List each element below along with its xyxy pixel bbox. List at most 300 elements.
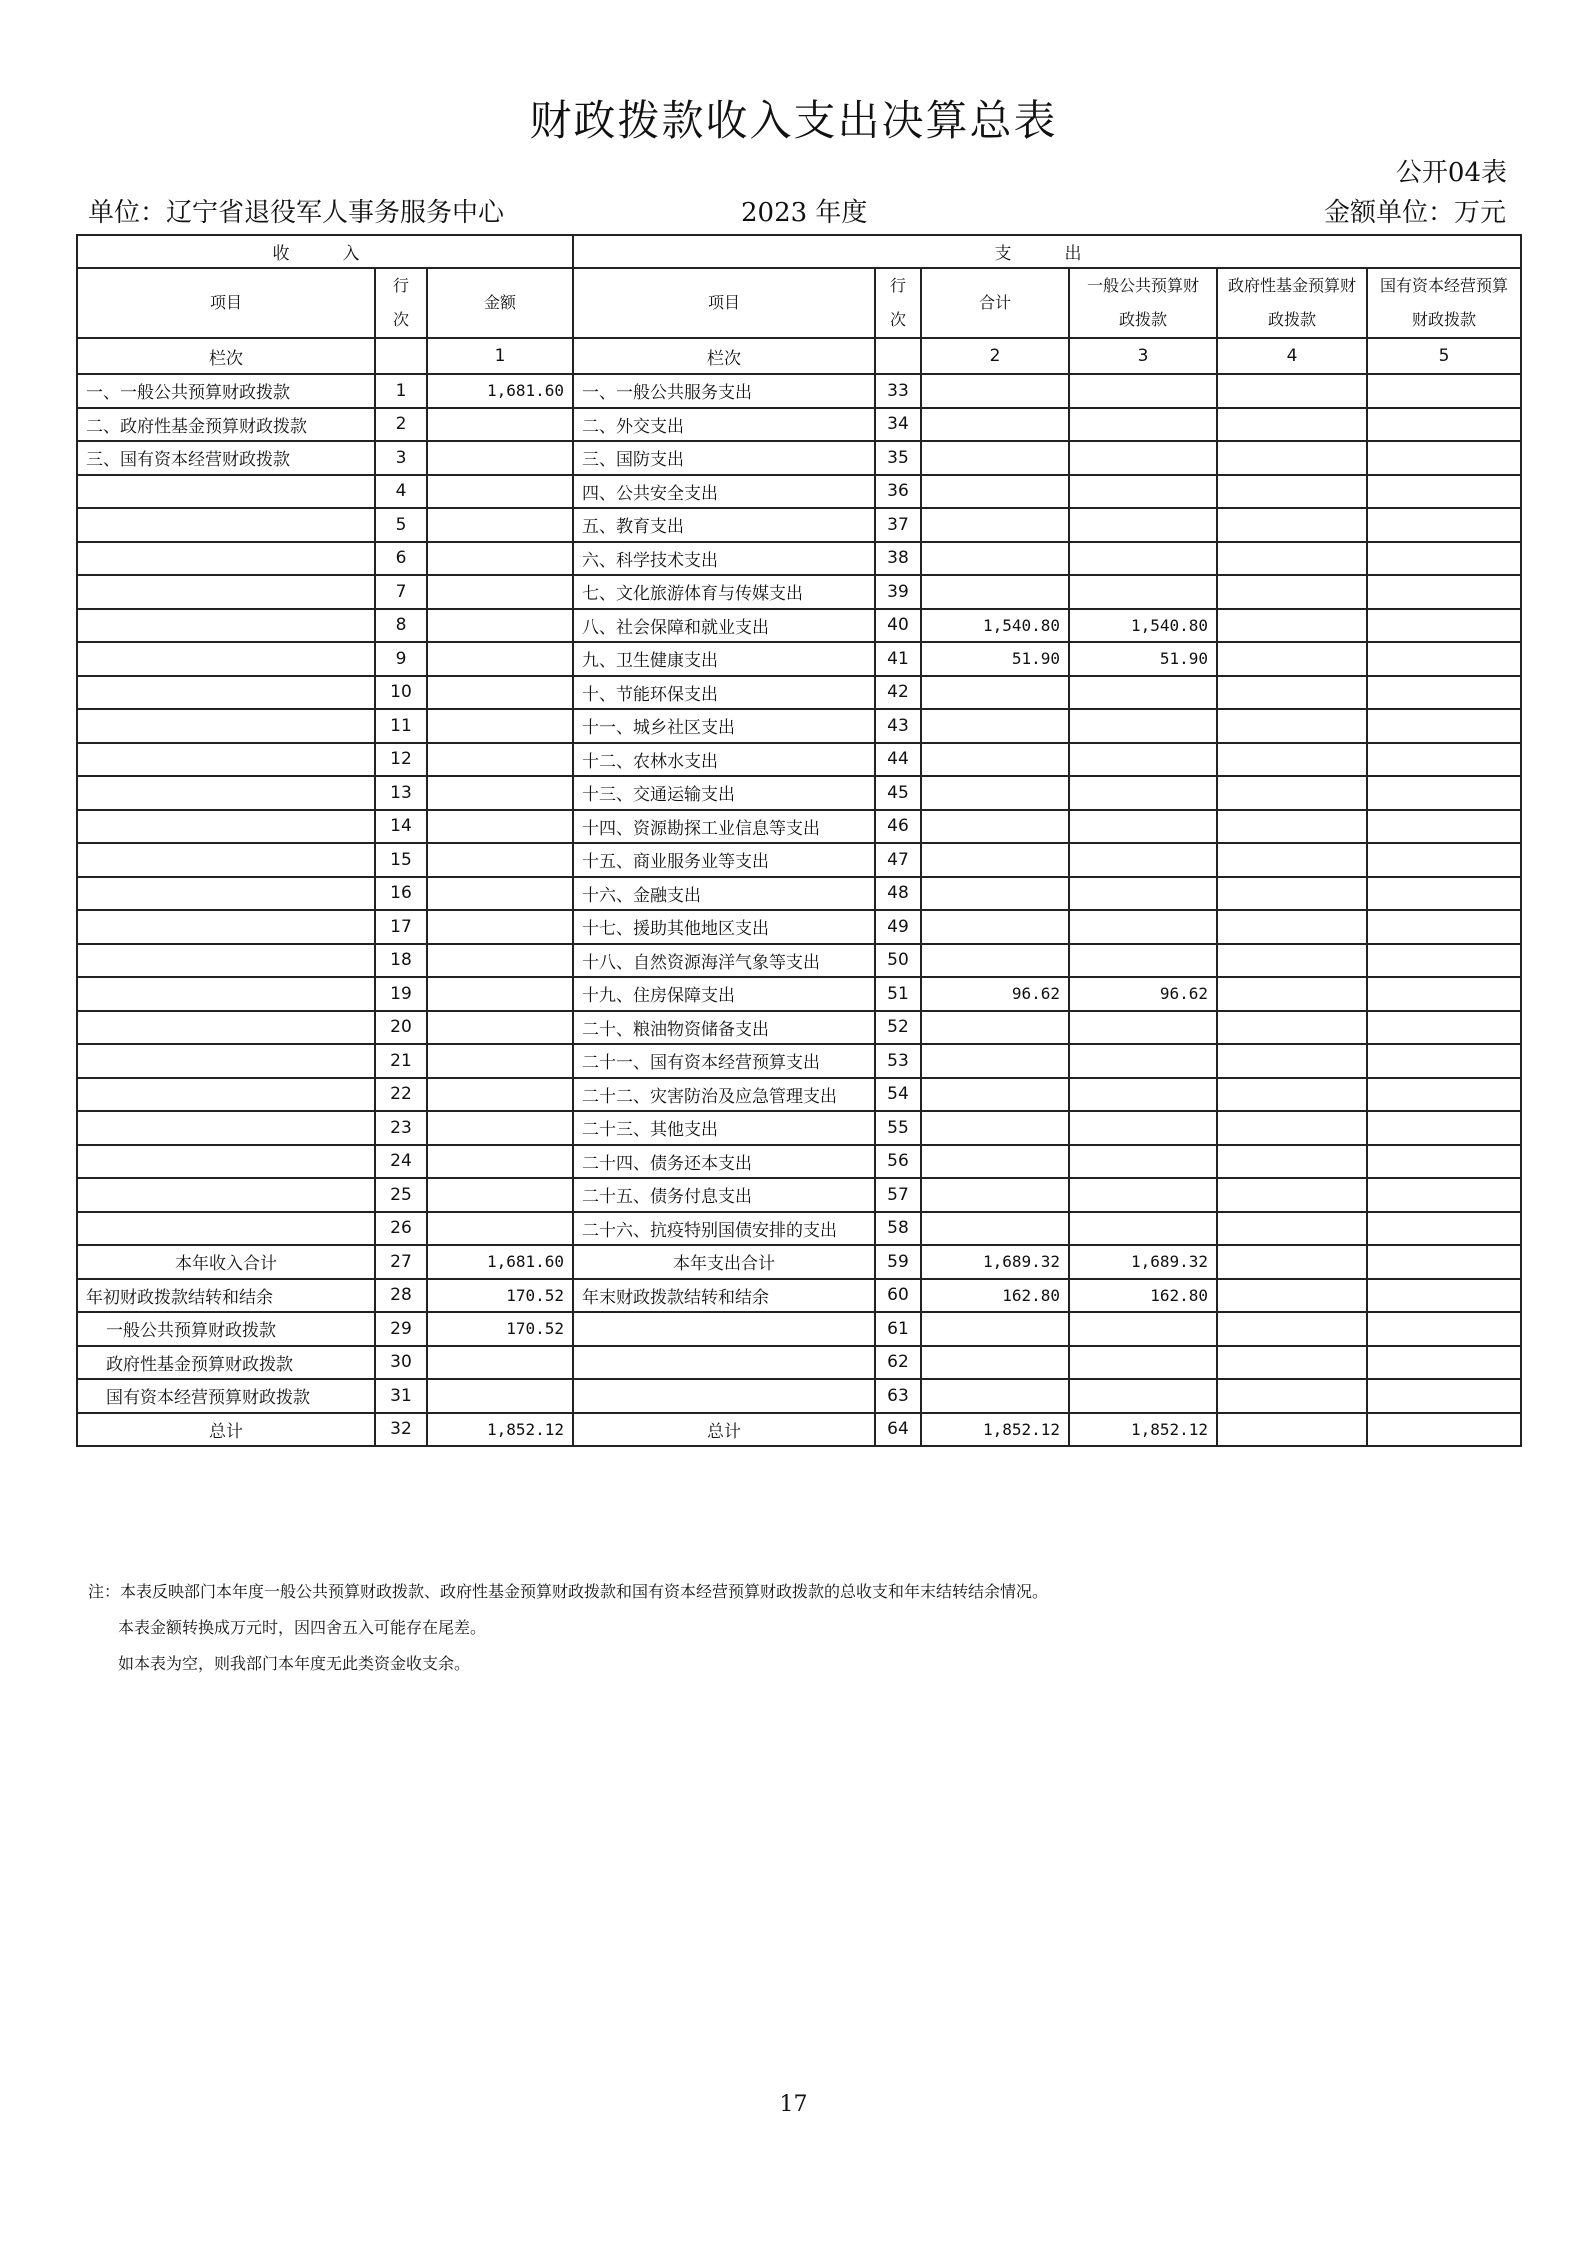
income-item <box>77 575 375 609</box>
income-amount <box>427 575 573 609</box>
fund-budget-amount <box>1217 1011 1367 1045</box>
expense-line-no: 50 <box>875 944 921 978</box>
table-row <box>77 1212 1521 1246</box>
expense-item <box>573 1379 875 1413</box>
table-row <box>77 776 1521 810</box>
income-amount <box>427 944 573 978</box>
expense-total: 51.90 <box>921 642 1069 676</box>
section-expense: 支 出 <box>573 235 1521 268</box>
income-item: 一般公共预算财政拨款 <box>77 1312 375 1346</box>
expense-item: 九、卫生健康支出 <box>573 642 875 676</box>
general-budget-amount <box>1069 776 1217 810</box>
income-item: 政府性基金预算财政拨款 <box>77 1346 375 1380</box>
table-row <box>77 542 1521 576</box>
income-item <box>77 642 375 676</box>
income-item <box>77 609 375 643</box>
section-income: 收 入 <box>77 235 573 268</box>
fund-budget-amount <box>1217 776 1367 810</box>
expense-total <box>921 810 1069 844</box>
expense-item <box>573 1312 875 1346</box>
income-item: 本年收入合计 <box>77 1245 375 1279</box>
header-amount: 金额 <box>427 268 573 338</box>
fund-budget-amount <box>1217 1145 1367 1179</box>
expense-item: 二十、粮油物资储备支出 <box>573 1011 875 1045</box>
income-item: 总计 <box>77 1413 375 1447</box>
income-item <box>77 977 375 1011</box>
expense-item: 六、科学技术支出 <box>573 542 875 576</box>
income-amount <box>427 1011 573 1045</box>
fund-budget-amount <box>1217 508 1367 542</box>
general-budget-amount <box>1069 910 1217 944</box>
state-capital-amount <box>1367 408 1521 442</box>
table-row <box>77 642 1521 676</box>
expense-line-no: 36 <box>875 475 921 509</box>
expense-item: 十五、商业服务业等支出 <box>573 843 875 877</box>
expense-item: 七、文化旅游体育与传媒支出 <box>573 575 875 609</box>
expense-line-no: 61 <box>875 1312 921 1346</box>
income-line-no: 12 <box>375 743 427 777</box>
income-line-no: 3 <box>375 441 427 475</box>
table-row <box>77 977 1521 1011</box>
expense-line-no: 49 <box>875 910 921 944</box>
expense-line-no: 64 <box>875 1413 921 1447</box>
table-row <box>77 609 1521 643</box>
income-line-no: 28 <box>375 1279 427 1313</box>
expense-item: 二十一、国有资本经营预算支出 <box>573 1044 875 1078</box>
table-row <box>77 910 1521 944</box>
income-amount <box>427 1346 573 1380</box>
fund-budget-amount <box>1217 1413 1367 1447</box>
income-amount <box>427 408 573 442</box>
income-amount <box>427 609 573 643</box>
col-index-1: 1 <box>427 338 573 374</box>
table-row <box>77 1279 1521 1313</box>
general-budget-amount <box>1069 1346 1217 1380</box>
table-row <box>77 743 1521 777</box>
state-capital-amount <box>1367 441 1521 475</box>
income-line-no: 1 <box>375 374 427 408</box>
state-capital-amount <box>1367 1111 1521 1145</box>
income-item <box>77 1078 375 1112</box>
fund-budget-amount <box>1217 441 1367 475</box>
income-item <box>77 475 375 509</box>
fund-budget-amount <box>1217 642 1367 676</box>
general-budget-amount: 162.80 <box>1069 1279 1217 1313</box>
col-index-4: 4 <box>1217 338 1367 374</box>
note-1: 注：本表反映部门本年度一般公共预算财政拨款、政府性基金预算财政拨款和国有资本经营预算财政拨款的总收支和年末结转结余情况。 <box>88 1582 1049 1601</box>
table-row <box>77 1178 1521 1212</box>
state-capital-amount <box>1367 810 1521 844</box>
general-budget-amount: 96.62 <box>1069 977 1217 1011</box>
expense-item: 十九、住房保障支出 <box>573 977 875 1011</box>
expense-total <box>921 843 1069 877</box>
fund-budget-amount <box>1217 1279 1367 1313</box>
income-line-no: 29 <box>375 1312 427 1346</box>
state-capital-amount <box>1367 542 1521 576</box>
expense-item: 二、外交支出 <box>573 408 875 442</box>
fund-budget-amount <box>1217 1312 1367 1346</box>
income-amount <box>427 642 573 676</box>
header-income-item: 项目 <box>77 268 375 338</box>
fund-budget-amount <box>1217 877 1367 911</box>
expense-total <box>921 676 1069 710</box>
expense-total: 1,852.12 <box>921 1413 1069 1447</box>
state-capital-amount <box>1367 475 1521 509</box>
expense-total <box>921 1178 1069 1212</box>
expense-line-no: 45 <box>875 776 921 810</box>
state-capital-amount <box>1367 743 1521 777</box>
table-row <box>77 843 1521 877</box>
expense-item: 十八、自然资源海洋气象等支出 <box>573 944 875 978</box>
income-amount <box>427 1178 573 1212</box>
general-budget-amount <box>1069 1111 1217 1145</box>
unit-label: 单位：辽宁省退役军人事务服务中心 <box>88 198 505 228</box>
state-capital-amount <box>1367 1346 1521 1380</box>
expense-line-no: 58 <box>875 1212 921 1246</box>
income-line-no: 6 <box>375 542 427 576</box>
fund-budget-amount <box>1217 709 1367 743</box>
expense-line-no: 56 <box>875 1145 921 1179</box>
income-item <box>77 743 375 777</box>
expense-total <box>921 441 1069 475</box>
fund-budget-amount <box>1217 910 1367 944</box>
income-line-no: 31 <box>375 1379 427 1413</box>
general-budget-amount <box>1069 843 1217 877</box>
table-row <box>77 475 1521 509</box>
expense-item: 十二、农林水支出 <box>573 743 875 777</box>
expense-total <box>921 709 1069 743</box>
fund-budget-amount <box>1217 977 1367 1011</box>
table-row <box>77 1312 1521 1346</box>
header-expense-item: 项目 <box>573 268 875 338</box>
fund-budget-amount <box>1217 810 1367 844</box>
state-capital-amount <box>1367 1178 1521 1212</box>
income-line-no: 4 <box>375 475 427 509</box>
general-budget-amount <box>1069 1178 1217 1212</box>
income-line-no: 24 <box>375 1145 427 1179</box>
expense-total <box>921 1145 1069 1179</box>
income-line-no: 32 <box>375 1413 427 1447</box>
state-capital-amount <box>1367 776 1521 810</box>
income-line-no: 10 <box>375 676 427 710</box>
income-amount <box>427 843 573 877</box>
income-item: 一、一般公共预算财政拨款 <box>77 374 375 408</box>
income-line-no: 11 <box>375 709 427 743</box>
table-row <box>77 676 1521 710</box>
expense-line-no: 48 <box>875 877 921 911</box>
income-item <box>77 1044 375 1078</box>
expense-item: 五、教育支出 <box>573 508 875 542</box>
income-line-no: 15 <box>375 843 427 877</box>
note-3: 如本表为空，则我部门本年度无此类资金收支余。 <box>118 1654 471 1673</box>
fund-budget-amount <box>1217 374 1367 408</box>
expense-line-no: 46 <box>875 810 921 844</box>
expense-item: 十三、交通运输支出 <box>573 776 875 810</box>
state-capital-amount <box>1367 1279 1521 1313</box>
general-budget-amount <box>1069 743 1217 777</box>
year-label: 2023 年度 <box>741 198 868 228</box>
general-budget-amount: 1,540.80 <box>1069 609 1217 643</box>
income-line-no: 5 <box>375 508 427 542</box>
header-expense-line-no: 行次 <box>875 268 921 338</box>
expense-line-no: 47 <box>875 843 921 877</box>
table-row <box>77 1044 1521 1078</box>
col-label-income: 栏次 <box>77 338 375 374</box>
currency-label: 金额单位：万元 <box>1323 198 1506 228</box>
expense-line-no: 43 <box>875 709 921 743</box>
col-index-2: 2 <box>921 338 1069 374</box>
expense-item: 本年支出合计 <box>573 1245 875 1279</box>
fund-budget-amount <box>1217 676 1367 710</box>
income-amount: 170.52 <box>427 1312 573 1346</box>
income-amount <box>427 977 573 1011</box>
income-line-no: 23 <box>375 1111 427 1145</box>
income-item <box>77 843 375 877</box>
expense-total <box>921 1346 1069 1380</box>
income-line-no: 13 <box>375 776 427 810</box>
income-line-no: 22 <box>375 1078 427 1112</box>
expense-item: 二十三、其他支出 <box>573 1111 875 1145</box>
state-capital-amount <box>1367 709 1521 743</box>
income-item <box>77 508 375 542</box>
income-amount: 1,681.60 <box>427 374 573 408</box>
header-general-budget: 一般公共预算财政拨款 <box>1069 268 1217 338</box>
income-amount <box>427 676 573 710</box>
income-item <box>77 542 375 576</box>
table-row <box>77 508 1521 542</box>
table-row <box>77 408 1521 442</box>
page-title: 财政拨款收入支出决算总表 <box>529 96 1058 145</box>
fund-budget-amount <box>1217 575 1367 609</box>
fund-budget-amount <box>1217 1212 1367 1246</box>
expense-line-no: 38 <box>875 542 921 576</box>
general-budget-amount <box>1069 709 1217 743</box>
general-budget-amount <box>1069 575 1217 609</box>
table-row <box>77 374 1521 408</box>
expense-line-no: 44 <box>875 743 921 777</box>
income-item: 年初财政拨款结转和结余 <box>77 1279 375 1313</box>
income-amount <box>427 910 573 944</box>
header-fund-budget: 政府性基金预算财政拨款 <box>1217 268 1367 338</box>
general-budget-amount <box>1069 1011 1217 1045</box>
expense-total <box>921 508 1069 542</box>
col-index-5: 5 <box>1367 338 1521 374</box>
general-budget-amount <box>1069 374 1217 408</box>
table-row <box>77 1379 1521 1413</box>
income-amount <box>427 877 573 911</box>
income-amount <box>427 1145 573 1179</box>
table-row <box>77 709 1521 743</box>
income-line-no: 26 <box>375 1212 427 1246</box>
fund-budget-amount <box>1217 408 1367 442</box>
expense-total <box>921 944 1069 978</box>
expense-line-no: 51 <box>875 977 921 1011</box>
general-budget-amount <box>1069 408 1217 442</box>
income-amount: 170.52 <box>427 1279 573 1313</box>
expense-total <box>921 1044 1069 1078</box>
income-item <box>77 810 375 844</box>
state-capital-amount <box>1367 1245 1521 1279</box>
fund-budget-amount <box>1217 1044 1367 1078</box>
income-item: 国有资本经营预算财政拨款 <box>77 1379 375 1413</box>
income-amount <box>427 508 573 542</box>
section-header-row <box>77 235 1521 268</box>
income-item <box>77 709 375 743</box>
expense-total <box>921 1312 1069 1346</box>
expense-total <box>921 776 1069 810</box>
expense-total <box>921 408 1069 442</box>
state-capital-amount <box>1367 1379 1521 1413</box>
expense-total: 96.62 <box>921 977 1069 1011</box>
income-item <box>77 776 375 810</box>
expense-total <box>921 475 1069 509</box>
income-line-no: 18 <box>375 944 427 978</box>
expense-line-no: 55 <box>875 1111 921 1145</box>
general-budget-amount: 1,689.32 <box>1069 1245 1217 1279</box>
header-total: 合计 <box>921 268 1069 338</box>
expense-line-no: 37 <box>875 508 921 542</box>
expense-total <box>921 910 1069 944</box>
income-line-no: 2 <box>375 408 427 442</box>
expense-line-no: 42 <box>875 676 921 710</box>
expense-item: 二十六、抗疫特别国债安排的支出 <box>573 1212 875 1246</box>
general-budget-amount <box>1069 1312 1217 1346</box>
table-row <box>77 810 1521 844</box>
col-index-3: 3 <box>1069 338 1217 374</box>
general-budget-amount <box>1069 1078 1217 1112</box>
col-label-expense: 栏次 <box>573 338 875 374</box>
expense-item: 年末财政拨款结转和结余 <box>573 1279 875 1313</box>
income-item <box>77 1145 375 1179</box>
state-capital-amount <box>1367 1044 1521 1078</box>
state-capital-amount <box>1367 1078 1521 1112</box>
income-item: 二、政府性基金预算财政拨款 <box>77 408 375 442</box>
fund-budget-amount <box>1217 609 1367 643</box>
expense-line-no: 62 <box>875 1346 921 1380</box>
table-row <box>77 575 1521 609</box>
state-capital-amount <box>1367 1011 1521 1045</box>
expense-line-no: 39 <box>875 575 921 609</box>
general-budget-amount <box>1069 1379 1217 1413</box>
general-budget-amount: 51.90 <box>1069 642 1217 676</box>
table-row <box>77 1245 1521 1279</box>
state-capital-amount <box>1367 609 1521 643</box>
state-capital-amount <box>1367 1212 1521 1246</box>
income-item <box>77 676 375 710</box>
income-item: 三、国有资本经营财政拨款 <box>77 441 375 475</box>
fund-budget-amount <box>1217 475 1367 509</box>
expense-total <box>921 1379 1069 1413</box>
income-amount <box>427 743 573 777</box>
income-line-no: 19 <box>375 977 427 1011</box>
general-budget-amount <box>1069 810 1217 844</box>
table-row <box>77 1145 1521 1179</box>
table-row <box>77 1111 1521 1145</box>
income-amount <box>427 475 573 509</box>
income-item <box>77 877 375 911</box>
income-line-no: 27 <box>375 1245 427 1279</box>
fund-budget-amount <box>1217 1379 1367 1413</box>
state-capital-amount <box>1367 877 1521 911</box>
income-item <box>77 1212 375 1246</box>
income-line-no: 14 <box>375 810 427 844</box>
income-amount <box>427 542 573 576</box>
column-index-row <box>77 338 1521 374</box>
table-row <box>77 1078 1521 1112</box>
general-budget-amount <box>1069 508 1217 542</box>
expense-item: 二十五、债务付息支出 <box>573 1178 875 1212</box>
general-budget-amount <box>1069 542 1217 576</box>
expense-line-no: 53 <box>875 1044 921 1078</box>
expense-line-no: 52 <box>875 1011 921 1045</box>
fund-budget-amount <box>1217 1178 1367 1212</box>
income-item <box>77 910 375 944</box>
state-capital-amount <box>1367 977 1521 1011</box>
fund-budget-amount <box>1217 1245 1367 1279</box>
general-budget-amount <box>1069 441 1217 475</box>
table-row <box>77 1346 1521 1380</box>
income-amount: 1,681.60 <box>427 1245 573 1279</box>
income-item <box>77 1178 375 1212</box>
income-amount <box>427 709 573 743</box>
expense-line-no: 40 <box>875 609 921 643</box>
expense-item: 总计 <box>573 1413 875 1447</box>
income-amount <box>427 776 573 810</box>
income-line-no: 8 <box>375 609 427 643</box>
fund-budget-amount <box>1217 843 1367 877</box>
expense-total <box>921 1078 1069 1112</box>
state-capital-amount <box>1367 1413 1521 1447</box>
general-budget-amount <box>1069 676 1217 710</box>
fund-budget-amount <box>1217 1078 1367 1112</box>
expense-line-no: 54 <box>875 1078 921 1112</box>
income-amount <box>427 1379 573 1413</box>
fund-budget-amount <box>1217 1346 1367 1380</box>
income-line-no: 30 <box>375 1346 427 1380</box>
table-row <box>77 944 1521 978</box>
state-capital-amount <box>1367 508 1521 542</box>
expense-total: 1,689.32 <box>921 1245 1069 1279</box>
income-amount <box>427 1078 573 1112</box>
income-line-no: 25 <box>375 1178 427 1212</box>
expense-item: 十六、金融支出 <box>573 877 875 911</box>
state-capital-amount <box>1367 1312 1521 1346</box>
income-item <box>77 1111 375 1145</box>
expense-total <box>921 575 1069 609</box>
expense-line-no: 33 <box>875 374 921 408</box>
income-line-no: 7 <box>375 575 427 609</box>
expense-line-no: 60 <box>875 1279 921 1313</box>
expense-line-no: 41 <box>875 642 921 676</box>
general-budget-amount <box>1069 1212 1217 1246</box>
income-amount: 1,852.12 <box>427 1413 573 1447</box>
state-capital-amount <box>1367 642 1521 676</box>
expense-total <box>921 1011 1069 1045</box>
income-amount <box>427 810 573 844</box>
fund-budget-amount <box>1217 542 1367 576</box>
expense-total <box>921 374 1069 408</box>
income-amount <box>427 1212 573 1246</box>
expense-item <box>573 1346 875 1380</box>
expense-item: 一、一般公共服务支出 <box>573 374 875 408</box>
income-item <box>77 1011 375 1045</box>
table-row <box>77 1413 1521 1447</box>
expense-line-no: 59 <box>875 1245 921 1279</box>
income-line-no: 20 <box>375 1011 427 1045</box>
expense-total: 162.80 <box>921 1279 1069 1313</box>
income-line-no: 9 <box>375 642 427 676</box>
income-amount <box>427 441 573 475</box>
